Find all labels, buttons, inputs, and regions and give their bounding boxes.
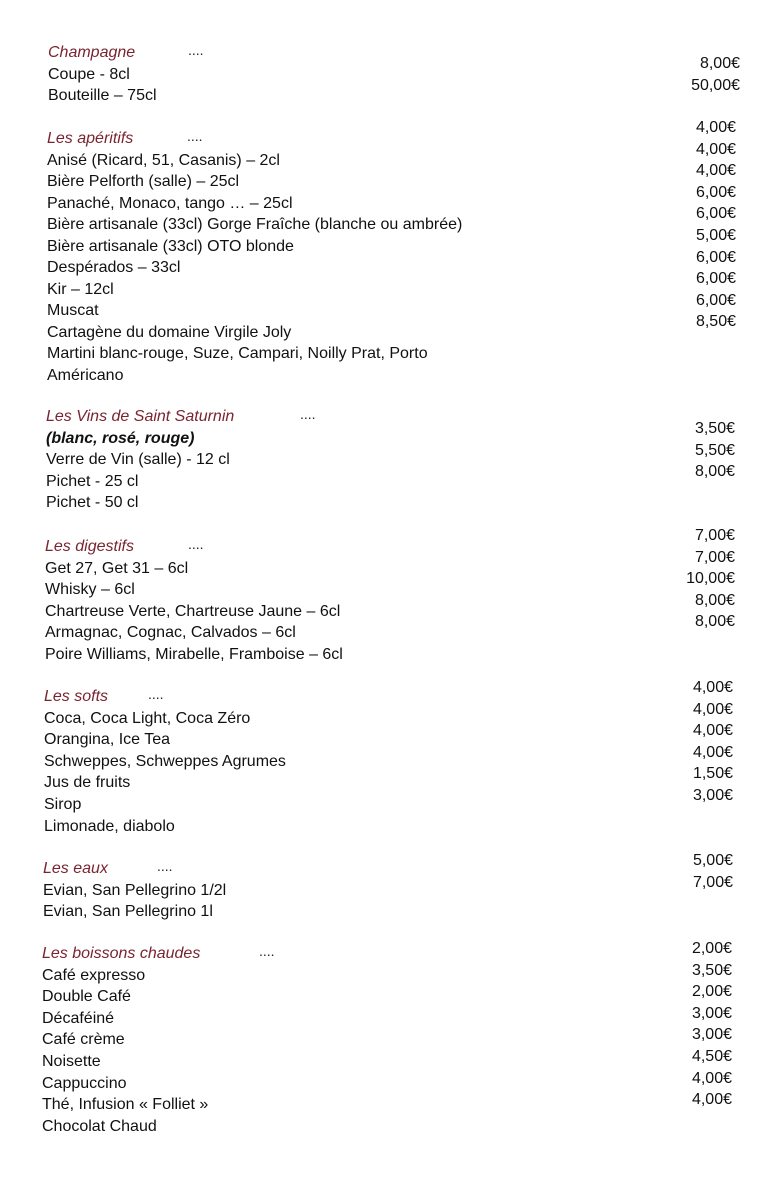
menu-item: Orangina, Ice Tea xyxy=(44,731,171,749)
menu-item: Muscat xyxy=(47,302,99,319)
menu-item: Schweppes, Schweppes Agrumes xyxy=(44,752,286,770)
menu-item: Bière artisanale (33cl) OTO blonde xyxy=(47,237,294,255)
menu-item: Chartreuse Verte, Chartreuse Jaune – 6cl xyxy=(45,602,341,620)
menu-item: Pichet - 50 cl xyxy=(46,494,139,511)
menu-price: 1,50€ xyxy=(692,765,733,783)
menu-price: 8,00€ xyxy=(694,591,735,609)
menu-item: Limonade, diabolo xyxy=(44,817,175,835)
menu-price: 8,00€ xyxy=(699,55,740,72)
menu-item: Verre de Vin (salle) - 12 cl xyxy=(46,451,230,468)
menu-item: Cartagène du domaine Virgile Joly xyxy=(47,323,292,341)
menu-item: Get 27, Get 31 – 6cl xyxy=(45,559,189,577)
menu-price: 4,00€ xyxy=(692,743,733,761)
menu-price: 5,00€ xyxy=(695,227,736,244)
section-title: Les Vins de Saint Saturnin xyxy=(46,408,235,425)
menu-price: 6,00€ xyxy=(695,248,736,266)
menu-price: 6,00€ xyxy=(695,291,736,309)
menu-price: 4,00€ xyxy=(692,722,733,740)
menu-item: Double Café xyxy=(42,988,131,1006)
menu-item: Bière artisanale (33cl) Gorge Fraîche (blanche ou ambrée) xyxy=(47,216,463,233)
menu-item: Jus de fruits xyxy=(44,774,131,792)
menu-price: 4,00€ xyxy=(692,700,733,718)
menu-item: Despérados – 33cl xyxy=(47,259,181,276)
menu-price: 4,50€ xyxy=(691,1048,732,1065)
section-title: Les digestifs xyxy=(45,538,134,555)
menu-price: 4,00€ xyxy=(691,1091,732,1109)
menu-price: 2,00€ xyxy=(691,940,732,957)
menu-item: Anisé (Ricard, 51, Casanis) – 2cl xyxy=(47,151,280,169)
menu-item: Thé, Infusion « Folliet » xyxy=(42,1096,209,1114)
menu-price: 6,00€ xyxy=(695,183,736,201)
menu-price: 8,50€ xyxy=(695,313,736,331)
menu-item: Pichet - 25 cl xyxy=(46,472,139,490)
menu-item: Kir – 12cl xyxy=(47,280,114,298)
menu-item: Evian, San Pellegrino 1/2l xyxy=(43,881,227,899)
menu-price: 8,00€ xyxy=(694,613,735,630)
menu-item: Cappuccino xyxy=(42,1074,127,1092)
menu-price: 3,00€ xyxy=(691,1026,732,1044)
menu-price: 4,00€ xyxy=(691,1069,732,1087)
menu-price: 7,00€ xyxy=(694,548,735,566)
menu-item: Chocolat Chaud xyxy=(42,1117,157,1135)
menu-item: Café expresso xyxy=(42,966,146,984)
menu-price: 50,00€ xyxy=(691,76,740,94)
menu-item: Armagnac, Cognac, Calvados – 6cl xyxy=(45,624,296,641)
menu-item: Poire Williams, Mirabelle, Framboise – 6cl xyxy=(45,645,343,663)
menu-item: Evian, San Pellegrino 1l xyxy=(43,903,213,920)
menu-price: 3,00€ xyxy=(691,1004,732,1022)
menu-price: 2,00€ xyxy=(691,983,732,1001)
menu-item: Bouteille – 75cl xyxy=(48,87,157,104)
menu-price: 7,00€ xyxy=(692,873,733,891)
menu-item: Café crème xyxy=(42,1031,125,1049)
menu-item: Martini blanc-rouge, Suze, Campari, Noilly Prat, Porto xyxy=(47,345,428,362)
menu-item: Coca, Coca Light, Coca Zéro xyxy=(44,709,251,727)
section-title: Les eaux xyxy=(43,860,108,877)
section-title: Les softs xyxy=(44,688,109,705)
menu-price: 3,50€ xyxy=(691,961,732,979)
section-title: Les boissons chaudes xyxy=(42,945,201,962)
menu-item: Américano xyxy=(47,366,124,384)
menu-item: Bière Pelforth (salle) – 25cl xyxy=(47,173,240,190)
section-title: Champagne xyxy=(48,44,136,61)
menu-price: 6,00€ xyxy=(695,205,736,223)
menu-item: Coupe - 8cl xyxy=(48,65,130,83)
section-dots: .... xyxy=(300,406,316,422)
menu-price: 8,00€ xyxy=(694,463,735,480)
menu-price: 5,00€ xyxy=(692,852,733,869)
section-dots: .... xyxy=(148,686,164,702)
menu-price: 5,50€ xyxy=(694,441,735,459)
menu-price: 4,00€ xyxy=(695,140,736,158)
section-dots: .... xyxy=(157,858,173,874)
menu-price: 10,00€ xyxy=(686,570,735,587)
menu-item: Décaféiné xyxy=(42,1009,115,1027)
menu-item: Sirop xyxy=(44,796,82,813)
menu-price: 3,00€ xyxy=(692,787,733,804)
menu-item: Whisky – 6cl xyxy=(45,581,135,598)
section-dots: .... xyxy=(188,42,204,58)
section-dots: .... xyxy=(259,943,275,959)
section-subtitle: (blanc, rosé, rouge) xyxy=(46,429,195,447)
menu-item: Noisette xyxy=(42,1053,101,1070)
menu-price: 6,00€ xyxy=(695,270,736,288)
menu-price: 4,00€ xyxy=(695,119,736,136)
menu-price: 7,00€ xyxy=(694,527,735,544)
section-title: Les apéritifs xyxy=(47,130,134,147)
menu-price: 3,50€ xyxy=(694,420,735,437)
menu-price: 4,00€ xyxy=(695,162,736,180)
menu-item: Panaché, Monaco, tango … – 25cl xyxy=(47,194,293,212)
section-dots: .... xyxy=(187,128,203,144)
menu-price: 4,00€ xyxy=(692,679,733,696)
section-dots: .... xyxy=(188,536,204,552)
